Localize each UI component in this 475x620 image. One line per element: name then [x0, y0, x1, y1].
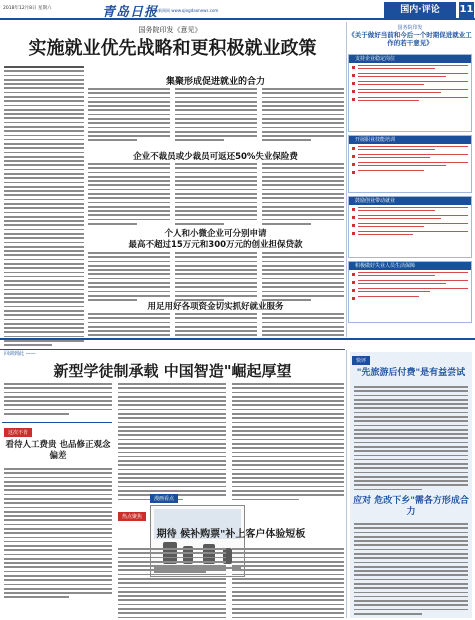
right-column-label: 快评 — [352, 356, 370, 365]
mid-column-headline: 期待 候补购票"补上客户体验短板 — [156, 529, 306, 540]
lead-col2b-text — [88, 163, 170, 227]
mid-column-label: 热点聚焦 — [118, 512, 146, 521]
page-number: 11 — [458, 2, 474, 18]
list-item — [352, 146, 468, 152]
list-item — [352, 280, 468, 286]
bottom-col1-text — [4, 383, 112, 417]
bottom-col2-text — [118, 383, 226, 503]
list-item — [352, 162, 468, 168]
sidebar-kicker: 国务院印发 — [397, 25, 423, 31]
bottom-section-bar — [0, 340, 345, 357]
bottom-section-label: 回调到此 —— — [4, 351, 36, 357]
list-item — [352, 288, 468, 294]
left-column-headline: 看待人工费贵 也品修正观念偏差 — [5, 440, 111, 461]
sidebar-box-label: 开展职业技能培训 — [349, 136, 471, 144]
lead-col4b-text — [262, 163, 344, 227]
list-item — [352, 89, 468, 95]
list-item — [352, 207, 468, 213]
list-item — [352, 154, 468, 160]
list-item — [352, 65, 468, 71]
list-item — [352, 223, 468, 229]
lead-col3b-text — [175, 163, 257, 227]
right-column-headline-1: "先旅游后付费"是有益尝试 — [356, 368, 466, 378]
list-item — [352, 170, 468, 174]
bottom-col3-text — [232, 383, 344, 503]
sidebar-box-3 — [348, 196, 472, 258]
lead-col1-text — [4, 66, 84, 349]
sidebar-box-4 — [348, 261, 472, 323]
left-rule — [2, 422, 112, 423]
sidebar-box-2 — [348, 135, 472, 193]
column-divider — [346, 22, 347, 337]
list-item — [352, 97, 468, 103]
list-item — [352, 215, 468, 221]
lead-headline: 实施就业优先战略和更积极就业政策 — [28, 38, 317, 59]
sidebar-box-1 — [348, 54, 472, 132]
cartoon-label: 漫画看点 — [150, 494, 178, 503]
subhead-3b: 最高不超过15万元和300万元的创业担保贷款 — [128, 240, 303, 250]
column-divider — [346, 350, 347, 618]
sidebar-title: 《关于做好当前和今后一个时期促进就业工作的若干意见》 — [348, 31, 472, 47]
lead-col3c-text — [175, 252, 257, 303]
newspaper-logo: 青岛日报 — [102, 5, 159, 20]
subhead-1: 集聚形成促进就业的合力 — [165, 77, 265, 87]
list-item — [352, 272, 468, 278]
subhead-4: 用足用好各项资金切实抓好就业服务 — [147, 302, 284, 312]
web-tag: 青岛新闻网 www.qingdaonews.com — [150, 8, 219, 13]
left-column-text — [4, 468, 112, 601]
section-rule — [0, 338, 475, 340]
masthead — [0, 0, 475, 20]
sidebar-box-label: 积极做好失业人员生活保障 — [349, 262, 471, 270]
section-tag: 国内·评论 — [384, 2, 456, 18]
subhead-2: 企业不裁员或少裁员可返还50%失业保险费 — [133, 152, 298, 162]
left-column-label: 这次不肯 — [4, 428, 32, 437]
mid-col1-text — [118, 548, 226, 620]
lead-col4-text — [262, 88, 344, 144]
sidebar-box-label: 支持企业稳定岗位 — [349, 55, 471, 63]
lead-col3-text — [175, 88, 257, 144]
list-item — [352, 231, 468, 237]
right-column-headline-2: 应对 危改下乡"需各方形成合力 — [353, 496, 469, 517]
lead-col2c-text — [88, 252, 170, 303]
policy-sidebar — [348, 24, 472, 329]
list-item — [352, 81, 468, 87]
bottom-main-headline: 新型学徒制承载 中国智造"崛起厚望 — [53, 362, 292, 380]
sidebar-box-label: 鼓励创业带动就业 — [349, 197, 471, 205]
right-col-text-1 — [354, 386, 468, 493]
list-item — [352, 296, 468, 300]
lead-col4c-text — [262, 252, 344, 303]
subhead-3a: 个人和小微企业可分别申请 — [164, 229, 267, 239]
lead-col2-text — [88, 88, 170, 144]
date-line: 2018年12月8日 星期六 — [3, 6, 52, 11]
list-item — [352, 73, 468, 79]
lead-kicker: 国务院印发《意见》 — [138, 26, 202, 34]
right-col-text-2 — [354, 523, 468, 617]
mid-col2-text — [232, 548, 344, 620]
